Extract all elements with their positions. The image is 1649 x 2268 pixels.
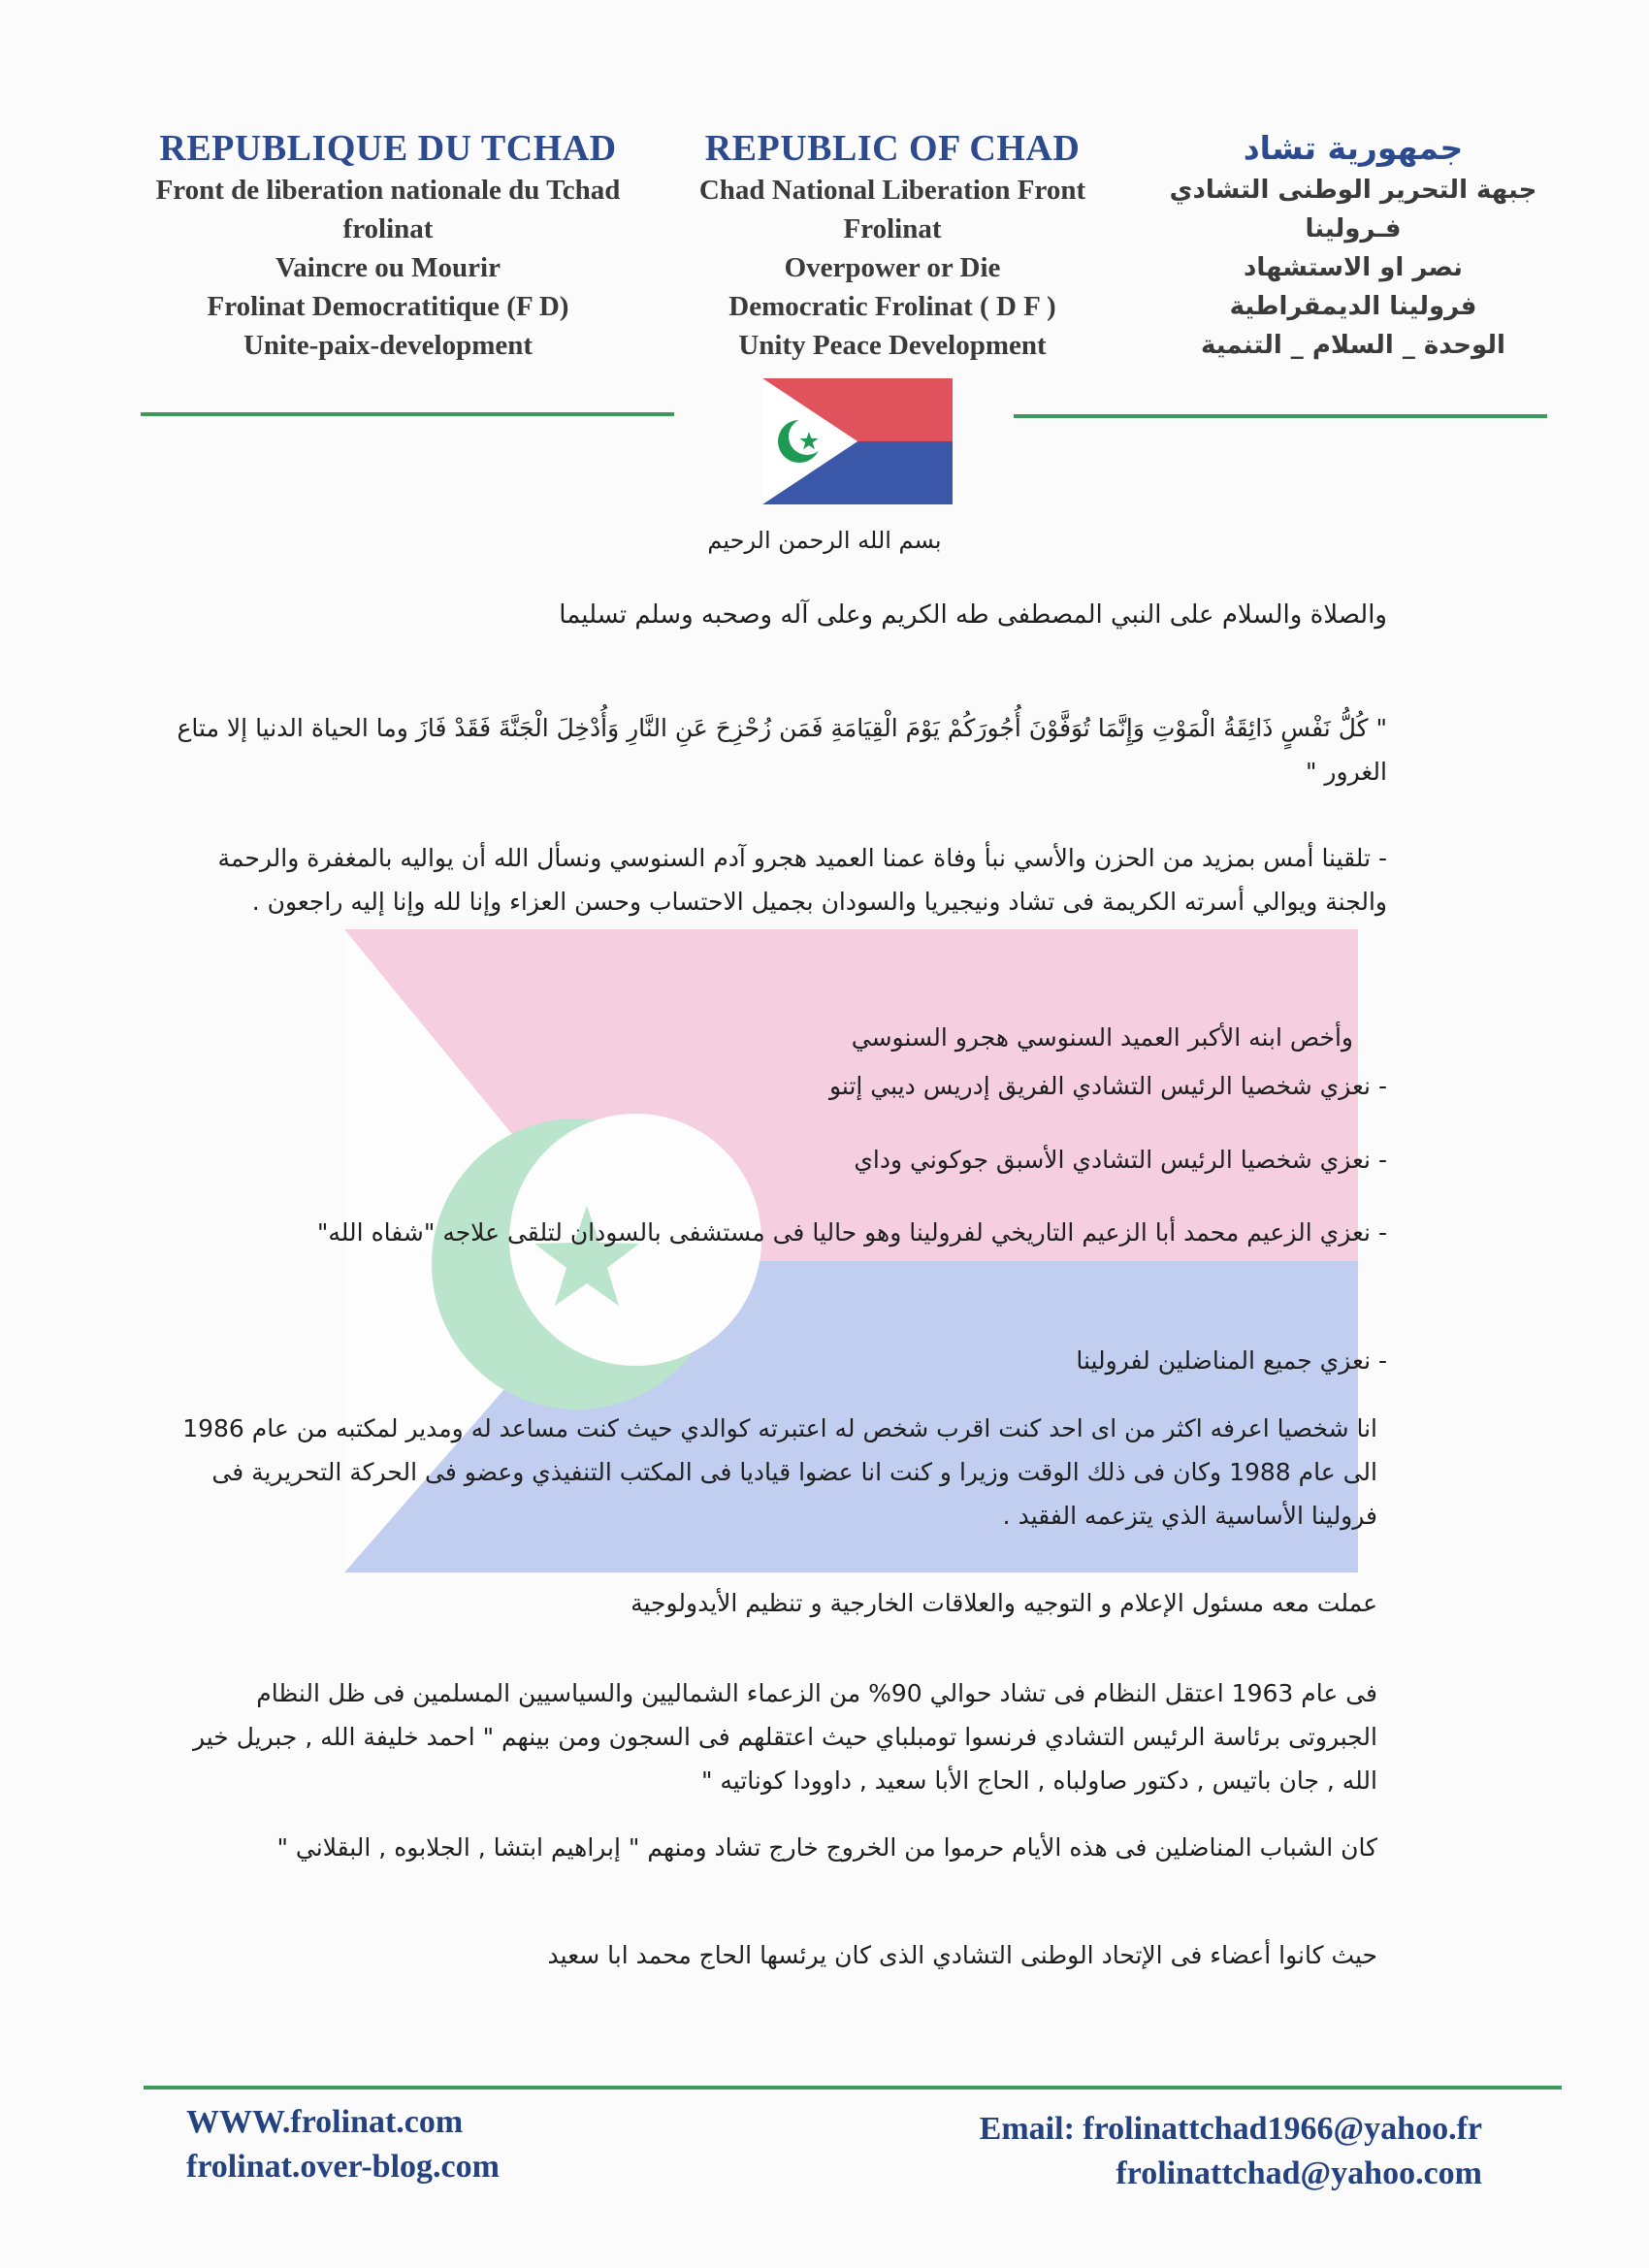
header-french-line: Frolinat Democratitique (F D) — [207, 291, 569, 322]
header-english-line: Chad National Liberation Front — [698, 175, 1086, 206]
salutation: والصلاة والسلام على النبي المصطفى طه الكريم وعلى آله وصحبه وسلم تسليما — [559, 600, 1387, 630]
blog-link[interactable]: frolinat.over-blog.com — [186, 2149, 500, 2185]
condolence-item: - نعزي شخصيا الرئيس التشادي الفريق إدريس ديبي إتنو — [829, 1072, 1387, 1100]
header-english-line: Overpower or Die — [784, 252, 1001, 283]
condolence-son: وأخص ابنه الأكبر العميد السنوسي هجرو السنوسي — [851, 1023, 1353, 1052]
header-arabic-line: نصر او الاستشهاد — [1244, 253, 1463, 282]
header-french-line: Front de liberation nationale du Tchad — [155, 175, 621, 206]
condolence-item: - نعزي جميع المناضلين لفرولينا — [1076, 1346, 1387, 1375]
biography-paragraph: انا شخصيا اعرفه اكثر من اى احد كنت اقرب شخص له اعتبرته كوالدي حيث كنت مساعد له ومدير لمكتبه من عام 1986 الى عام 1988 وكان فى ذلك الوقت وزيرا و كنت انا عضوا قياديا فى المكتب التنفيذي وعضو فى الحركة التحريرية فى فرولينا الأساسية الذي يتزعمه الفقيد . — [182, 1414, 1377, 1530]
frolinat-flag-icon — [762, 378, 953, 504]
history-youth: كان الشباب المناضلين فى هذه الأيام حرموا من الخروج خارج تشاد ومنهم " إبراهيم ابتشا , الجلابوه , البقلاني " — [276, 1833, 1377, 1862]
website-link[interactable]: WWW.frolinat.com — [186, 2104, 464, 2140]
header-english — [669, 126, 1116, 365]
header-french-line: Unite-paix-development — [242, 330, 534, 361]
biography-role: عملت معه مسئول الإعلام و التوجيه والعلاقات الخارجية و تنظيم الأيدولوجية — [630, 1589, 1377, 1617]
header-arabic-line: فـرولينا — [1305, 214, 1402, 243]
condolence-paragraph: - تلقينا أمس بمزيد من الحزن والأسي نبأ وفاة عمنا العميد هجرو آدم السنوسي ونسأل الله أن يواليه بالمغفرة والرحمة والجنة ويوالي أسرته الكريمة فى تشاد ونيجيريا والسودان بجميل الاحتساب وحسن العزاء وإنا لله وإنا إليه راجعون . — [217, 844, 1387, 916]
header-english-line: Unity Peace Development — [738, 330, 1047, 361]
header-french-line: Vaincre ou Mourir — [275, 252, 501, 283]
header-french — [146, 126, 630, 365]
email-link-secondary[interactable]: frolinattchad@yahoo.com — [1116, 2155, 1482, 2191]
header-arabic — [1159, 126, 1547, 365]
history-paragraph: فى عام 1963 اعتقل النظام فى تشاد حوالي 90% من الزعماء الشماليين والسياسيين المسلمين فى ظل النظام الجبروتى برئاسة الرئيس التشادي فرنسوا تومبلباي حيث اعتقلهم فى السجون ومن بينهم " احمد خليفة الله , جبريل خير الله , جان باتيس , دكتور صاولباه , الحاج الأبا سعيد , داوودا كوناتيه " — [192, 1679, 1377, 1795]
footer-rule — [144, 2086, 1562, 2090]
header-french-line: frolinat — [342, 213, 434, 244]
email-link[interactable]: Email: frolinattchad1966@yahoo.fr — [979, 2111, 1482, 2147]
header-arabic-line: فرولينا الديمقراطية — [1229, 292, 1477, 321]
basmala: بسم الله الرحمن الرحيم — [707, 527, 942, 554]
header-arabic-line: الوحدة _ السلام _ التنمية — [1201, 331, 1505, 360]
header-english-title: REPUBLIC OF CHAD — [704, 128, 1081, 169]
quran-verse: " كُلُّ نَفْسٍ ذَائِقَةُ الْمَوْتِ وَإِنَّمَا تُوَفَّوْنَ أُجُورَكُمْ يَوْمَ الْقِيَامَةِ فَمَن زُحْزِحَ عَنِ النَّارِ وَأُدْخِلَ الْجَنَّةَ فَقَدْ فَازَ وما الحياة الدنيا إلا متاع الغرور " — [177, 714, 1387, 786]
condolence-item: - نعزي شخصيا الرئيس التشادي الأسبق جوكوني وداي — [854, 1146, 1387, 1174]
condolence-item: - نعزي الزعيم محمد أبا الزعيم التاريخي لفرولينا وهو حاليا فى مستشفى بالسودان لتلقى علاجه "شفاه الله" — [316, 1218, 1387, 1247]
header-english-line: Frolinat — [843, 213, 942, 244]
header-rule-left — [141, 412, 674, 416]
history-union: حيث كانوا أعضاء فى الإتحاد الوطنى التشادي الذى كان يرئسها الحاج محمد ابا سعيد — [547, 1941, 1377, 1969]
header-french-title: REPUBLIQUE DU TCHAD — [159, 128, 617, 169]
header-arabic-line: جبهة التحرير الوطنى التشادي — [1169, 176, 1537, 205]
header-english-line: Democratic Frolinat ( D F ) — [728, 291, 1056, 322]
footer-web — [186, 2100, 500, 2189]
footer-email — [980, 2107, 1482, 2196]
header-rule-right — [1014, 414, 1547, 418]
header-arabic-title: جمهورية تشاد — [1243, 129, 1464, 167]
